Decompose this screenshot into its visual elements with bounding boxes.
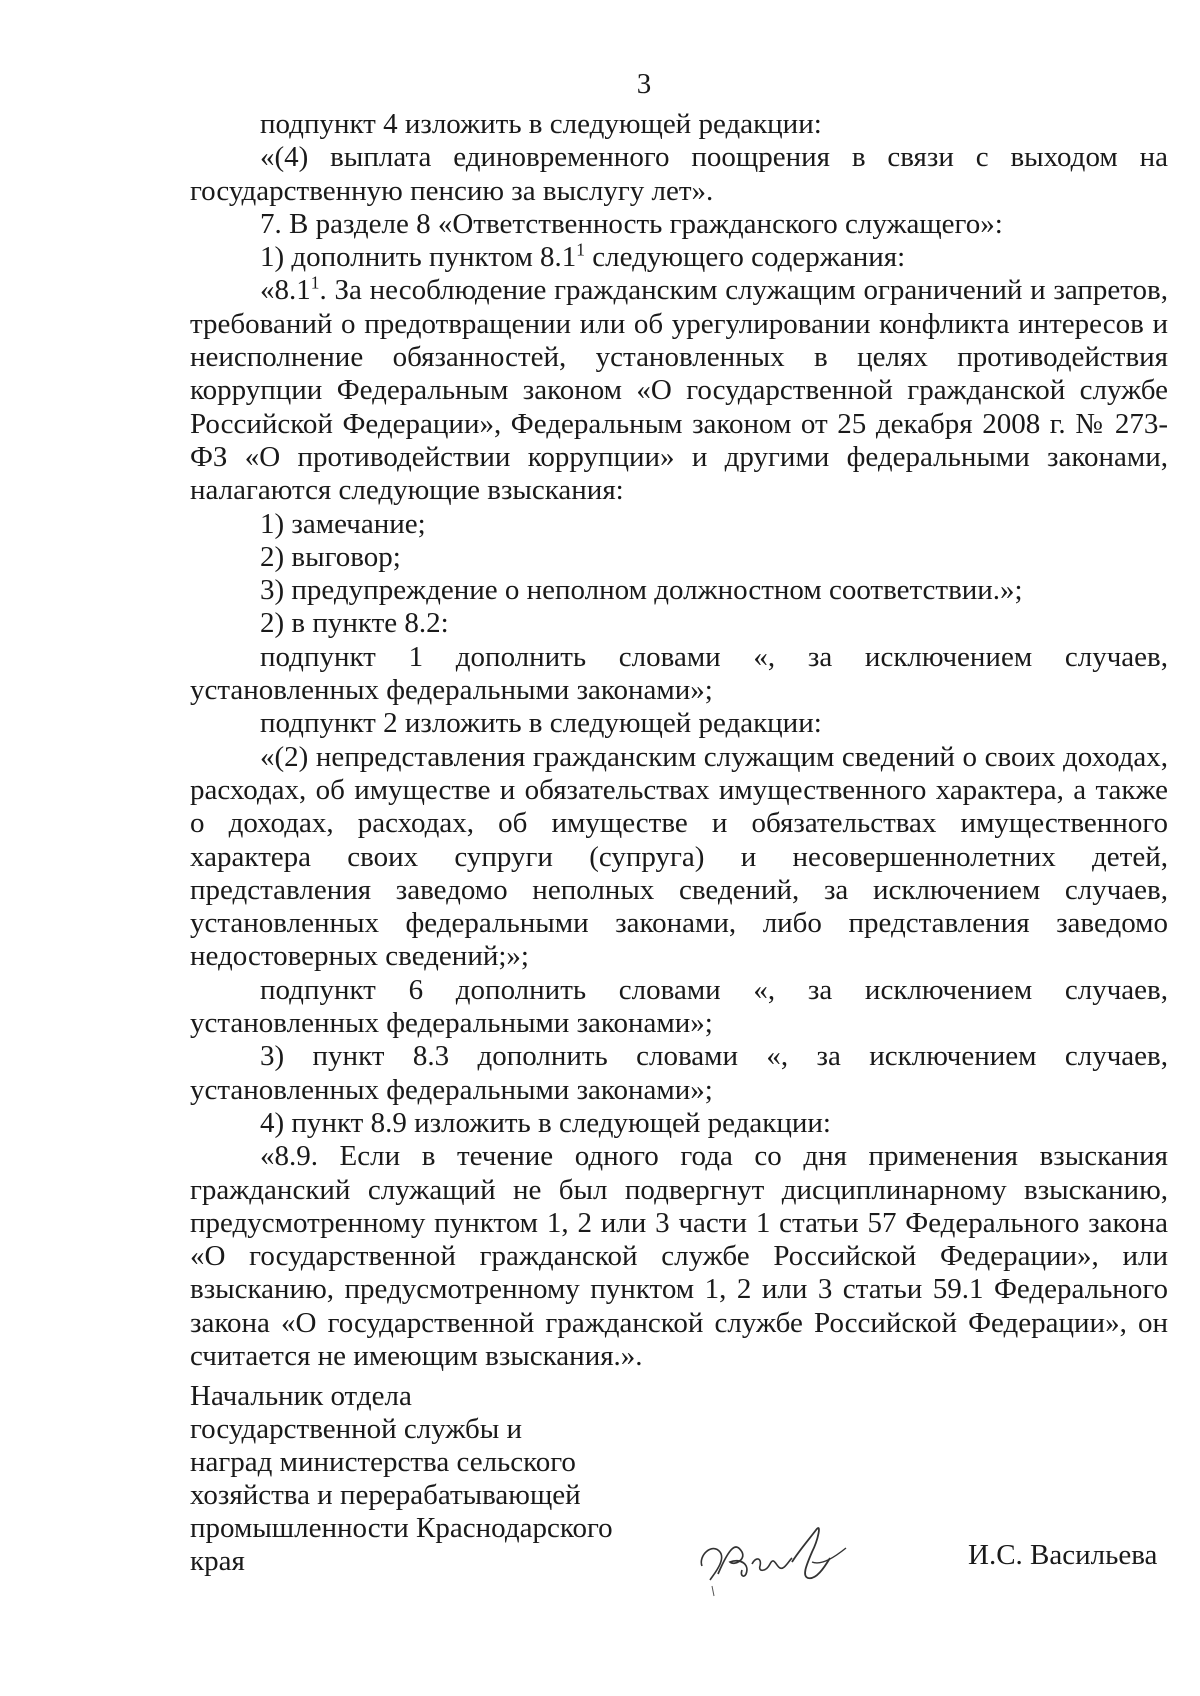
signature-position-line: промышленности Краснодарского (190, 1512, 613, 1544)
signature-position-block (190, 1380, 650, 1578)
document-body (190, 108, 1168, 1373)
paragraph: подпункт 1 дополнить словами «, за исключением случаев, установленных федеральными законами»; (190, 640, 1168, 707)
paragraph: «$8.1^1$. За несоблюдение гражданским служащим ограничений и запретов, требований о предотвращении или об урегулировании конфликта интересов и неисполнение обязанностей, установленных в целях противодействия коррупции Федеральным законом «О государственной гражданской службе Российской Федерации», Федеральным законом от 25 декабря 2008 г. № 273-ФЗ «О противодействии коррупции» и другими федеральными законами, налагаются следующие взыскания: (190, 272, 1168, 507)
paragraph: «8.9. Если в течение одного года со дня применения взыскания гражданский служащий не был подвергнут дисциплинарному взысканию, предусмотренному пунктом 1, 2 или 3 части 1 статьи 57 Федерального закона «О государственной гражданской службе Российской Федерации», или взысканию, предусмотренному пунктом 1, 2 или 3 статьи 59.1 Федерального закона «О государственной гражданской службе Российской Федерации», он считается не имеющим взыскания.». (190, 1140, 1168, 1372)
signature-position-line: хозяйства и перерабатывающей (190, 1479, 581, 1511)
signature-position-line: Начальник отдела (190, 1380, 412, 1412)
paragraph: подпункт 2 изложить в следующей редакции: (260, 707, 822, 740)
paragraph: подпункт 4 изложить в следующей редакции: (260, 108, 822, 140)
paragraph: 4) пункт 8.9 изложить в следующей редакции: (260, 1106, 831, 1139)
handwritten-signature (696, 1522, 866, 1602)
signer-name: И.С. Васильева (968, 1539, 1158, 1571)
signature-position-line: края (190, 1545, 245, 1577)
paragraph: 2) выговор; (260, 540, 401, 573)
paragraph: 1) замечание; (260, 507, 426, 540)
paragraph: 3) предупреждение о неполном должностном соответствии.»; (260, 574, 1023, 607)
page-number: 3 (636, 68, 652, 100)
paragraph: 1) дополнить пунктом $8.1^1$ следующего содержания: (260, 239, 906, 274)
signature-position-line: государственной службы и (190, 1413, 523, 1445)
paragraph: подпункт 6 дополнить словами «, за исключением случаев, установленных федеральными законами»; (190, 973, 1168, 1040)
paragraph: 3) пункт 8.3 дополнить словами «, за исключением случаев, установленных федеральными законами»; (190, 1040, 1168, 1106)
paragraph: 7. В разделе 8 «Ответственность гражданского служащего»: (260, 207, 1003, 240)
paragraph: 2) в пункте 8.2: (260, 607, 449, 640)
paragraph: «(4) выплата единовременного поощрения в связи с выходом на государственную пенсию за выслугу лет». (190, 141, 1168, 207)
paragraph: «(2) непредставления гражданским служащим сведений о своих доходах, расходах, об имуществе и обязательствах имущественного характера, а также о доходах, расходах, об имуществе и обязательствах имущественного характера своих супруги (супруга) и несовершеннолетних детей, представления заведомо неполных сведений, за исключением случаев, установленных федеральными законами, либо представления заведомо недостоверных сведений;»; (190, 740, 1168, 973)
signature-position-line: наград министерства сельского (190, 1446, 576, 1478)
